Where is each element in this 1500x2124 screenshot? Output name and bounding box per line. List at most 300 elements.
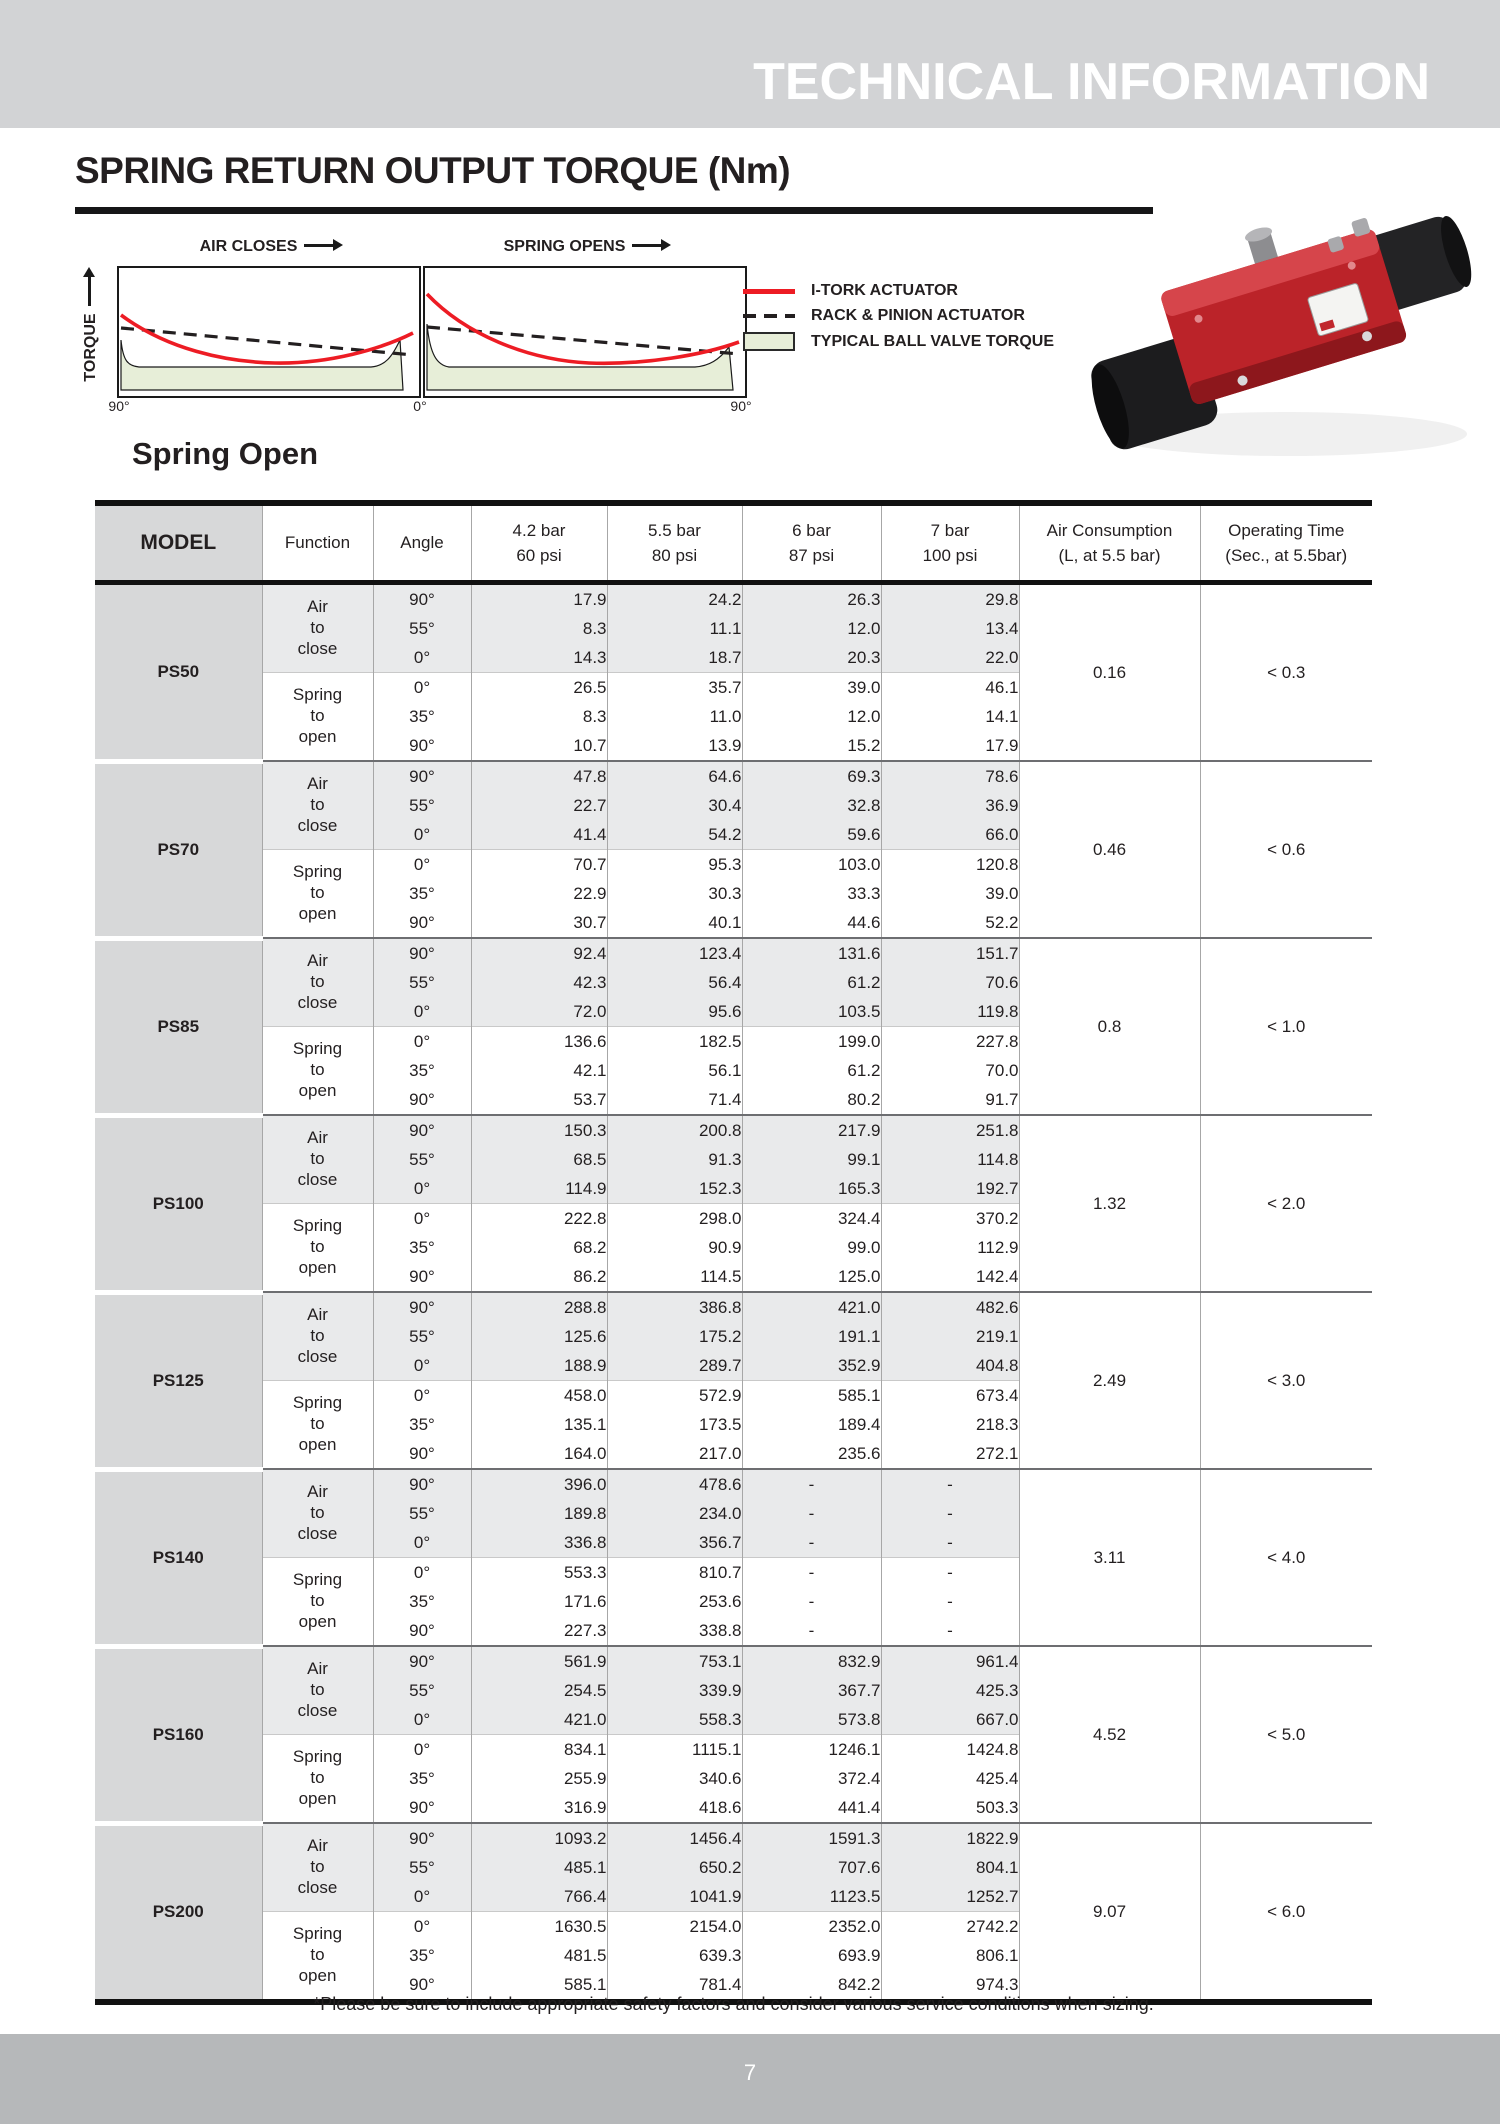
angle-value: 0° [373, 1027, 471, 1057]
torque-value: 56.1 [607, 1056, 742, 1085]
torque-value: - [742, 1616, 881, 1646]
torque-value: 842.2 [742, 1970, 881, 2002]
torque-value: 39.0 [881, 879, 1019, 908]
angle-value: 0° [373, 1705, 471, 1735]
torque-value: 119.8 [881, 997, 1019, 1027]
angle-value: 0° [373, 643, 471, 673]
angle-value: 90° [373, 1085, 471, 1115]
torque-value: 164.0 [471, 1439, 607, 1469]
angle-value: 0° [373, 1558, 471, 1588]
air-consumption-value: 0.46 [1019, 761, 1200, 938]
page-header-band [0, 0, 1500, 128]
torque-value: 44.6 [742, 908, 881, 938]
x-label-left: 90° [108, 398, 130, 414]
torque-value: 35.7 [607, 673, 742, 703]
torque-value: 832.9 [742, 1646, 881, 1676]
torque-value: 339.9 [607, 1676, 742, 1705]
torque-value: 95.3 [607, 850, 742, 880]
header-pressure-3 [742, 503, 881, 583]
torque-value: 182.5 [607, 1027, 742, 1057]
air-consumption-value: 9.07 [1019, 1823, 1200, 2002]
torque-value: 561.9 [471, 1646, 607, 1676]
table-header [95, 503, 1372, 583]
torque-value: 68.5 [471, 1145, 607, 1174]
table-row [95, 761, 1372, 791]
torque-value: 372.4 [742, 1764, 881, 1793]
model-name: PS200 [95, 1823, 262, 2002]
torque-value: 42.1 [471, 1056, 607, 1085]
spring-open-subtitle: Spring Open [132, 436, 318, 471]
table-row [95, 938, 1372, 968]
torque-value: 32.8 [742, 791, 881, 820]
dashed-line-swatch [743, 314, 795, 318]
torque-value: 693.9 [742, 1941, 881, 1970]
torque-value: 418.6 [607, 1793, 742, 1823]
torque-value: 46.1 [881, 673, 1019, 703]
angle-value: 90° [373, 1970, 471, 2002]
torque-value: 64.6 [607, 761, 742, 791]
legend-item [743, 307, 1054, 325]
angle-value: 55° [373, 1322, 471, 1351]
torque-value: 189.8 [471, 1499, 607, 1528]
angle-value: 0° [373, 1882, 471, 1912]
torque-value: 36.9 [881, 791, 1019, 820]
right-arrow-icon [632, 244, 662, 247]
table-row [95, 1292, 1372, 1322]
torque-value: 13.4 [881, 614, 1019, 643]
green-box-swatch [743, 332, 795, 351]
red-line-swatch [743, 289, 795, 294]
torque-value: 217.0 [607, 1439, 742, 1469]
angle-value: 0° [373, 1381, 471, 1411]
torque-value: 30.7 [471, 908, 607, 938]
torque-value: 421.0 [471, 1705, 607, 1735]
function-label: Air to close [262, 1469, 373, 1558]
function-label: Spring to open [262, 1558, 373, 1647]
table-row [95, 1823, 1372, 1853]
pressure-bar: 4.2 bar [512, 520, 566, 540]
torque-value: 2154.0 [607, 1912, 742, 1942]
right-arrow-icon [304, 244, 334, 247]
air-closes-curves [119, 268, 415, 392]
torque-value: 481.5 [471, 1941, 607, 1970]
torque-value: 289.7 [607, 1351, 742, 1381]
torque-value: 218.3 [881, 1410, 1019, 1439]
angle-value: 35° [373, 1410, 471, 1439]
torque-value: 71.4 [607, 1085, 742, 1115]
torque-value: 125.0 [742, 1262, 881, 1292]
torque-value: 804.1 [881, 1853, 1019, 1882]
torque-value: 66.0 [881, 820, 1019, 850]
page-footer-band [0, 2034, 1500, 2124]
torque-value: 585.1 [471, 1970, 607, 2002]
torque-value: 26.3 [742, 583, 881, 615]
torque-value: 53.7 [471, 1085, 607, 1115]
angle-value: 35° [373, 1764, 471, 1793]
header-angle: Angle [373, 503, 471, 583]
angle-value: 35° [373, 879, 471, 908]
function-label: Air to close [262, 1646, 373, 1735]
torque-value: 61.2 [742, 968, 881, 997]
torque-value: 316.9 [471, 1793, 607, 1823]
torque-value: 41.4 [471, 820, 607, 850]
torque-value: 336.8 [471, 1528, 607, 1558]
torque-value: 54.2 [607, 820, 742, 850]
angle-value: 0° [373, 1528, 471, 1558]
torque-value: 1093.2 [471, 1823, 607, 1853]
page-header-title: TECHNICAL INFORMATION [753, 53, 1430, 111]
torque-value: 707.6 [742, 1853, 881, 1882]
torque-value: 42.3 [471, 968, 607, 997]
torque-value: 125.6 [471, 1322, 607, 1351]
torque-value: 91.3 [607, 1145, 742, 1174]
operating-time-value: < 0.3 [1200, 583, 1372, 762]
torque-value: 17.9 [881, 731, 1019, 761]
x-label-right: 90° [730, 398, 752, 414]
angle-value: 55° [373, 791, 471, 820]
operating-time-title: Operating Time [1228, 520, 1345, 540]
spring-opens-curves [425, 268, 741, 392]
pressure-bar: 7 bar [930, 520, 970, 540]
torque-value: 152.3 [607, 1174, 742, 1204]
torque-value: 558.3 [607, 1705, 742, 1735]
torque-value: 80.2 [742, 1085, 881, 1115]
air-consumption-value: 4.52 [1019, 1646, 1200, 1823]
torque-value: 572.9 [607, 1381, 742, 1411]
air-closes-text: AIR CLOSES [199, 238, 298, 255]
pressure-psi: 87 psi [788, 546, 835, 565]
torque-value: 338.8 [607, 1616, 742, 1646]
torque-value: - [881, 1558, 1019, 1588]
torque-value: 352.9 [742, 1351, 881, 1381]
angle-value: 90° [373, 1469, 471, 1499]
torque-table-wrap [95, 500, 1372, 2005]
torque-value: 1041.9 [607, 1882, 742, 1912]
torque-value: 61.2 [742, 1056, 881, 1085]
angle-value: 90° [373, 1115, 471, 1145]
pressure-psi: 100 psi [922, 546, 978, 565]
table-row [95, 1646, 1372, 1676]
angle-value: 0° [373, 820, 471, 850]
torque-value: 72.0 [471, 997, 607, 1027]
torque-value: - [742, 1587, 881, 1616]
torque-value: - [881, 1499, 1019, 1528]
torque-value: 91.7 [881, 1085, 1019, 1115]
air-consumption-value: 1.32 [1019, 1115, 1200, 1292]
operating-time-value: < 3.0 [1200, 1292, 1372, 1469]
torque-value: 396.0 [471, 1469, 607, 1499]
torque-value: 191.1 [742, 1322, 881, 1351]
torque-value: 573.8 [742, 1705, 881, 1735]
angle-value: 90° [373, 1439, 471, 1469]
torque-value: 425.4 [881, 1764, 1019, 1793]
torque-value: 112.9 [881, 1233, 1019, 1262]
torque-axis-label [82, 249, 100, 409]
air-consumption-value: 2.49 [1019, 1292, 1200, 1469]
angle-value: 55° [373, 1499, 471, 1528]
torque-value: 175.2 [607, 1322, 742, 1351]
angle-value: 0° [373, 1912, 471, 1942]
torque-value: 1424.8 [881, 1735, 1019, 1765]
angle-value: 90° [373, 1292, 471, 1322]
angle-value: 0° [373, 850, 471, 880]
angle-value: 0° [373, 1174, 471, 1204]
table-row [95, 1115, 1372, 1145]
torque-value: - [881, 1587, 1019, 1616]
torque-value: 961.4 [881, 1646, 1019, 1676]
torque-value: 103.0 [742, 850, 881, 880]
torque-value: 22.7 [471, 791, 607, 820]
torque-value: 781.4 [607, 1970, 742, 2002]
torque-value: - [881, 1528, 1019, 1558]
torque-value: 68.2 [471, 1233, 607, 1262]
torque-value: 136.6 [471, 1027, 607, 1057]
function-label: Air to close [262, 1292, 373, 1381]
angle-value: 35° [373, 1056, 471, 1085]
torque-value: 142.4 [881, 1262, 1019, 1292]
torque-value: 288.8 [471, 1292, 607, 1322]
angle-value: 0° [373, 1351, 471, 1381]
torque-value: 39.0 [742, 673, 881, 703]
torque-value: 150.3 [471, 1115, 607, 1145]
header-pressure-2 [607, 503, 742, 583]
torque-value: 151.7 [881, 938, 1019, 968]
torque-value: 425.3 [881, 1676, 1019, 1705]
torque-curve-diagram [75, 238, 1175, 428]
torque-value: 478.6 [607, 1469, 742, 1499]
torque-value: 673.4 [881, 1381, 1019, 1411]
model-name: PS140 [95, 1469, 262, 1646]
torque-value: 219.1 [881, 1322, 1019, 1351]
torque-table [95, 500, 1372, 2005]
air-closes-chart [117, 266, 421, 398]
torque-value: - [742, 1469, 881, 1499]
function-label: Air to close [262, 938, 373, 1027]
torque-value: 2352.0 [742, 1912, 881, 1942]
torque-value: 192.7 [881, 1174, 1019, 1204]
torque-value: 255.9 [471, 1764, 607, 1793]
header-pressure-4 [881, 503, 1019, 583]
angle-value: 90° [373, 761, 471, 791]
torque-value: 8.3 [471, 614, 607, 643]
model-name: PS100 [95, 1115, 262, 1292]
torque-value: 59.6 [742, 820, 881, 850]
header-air-consumption [1019, 503, 1200, 583]
torque-value: 585.1 [742, 1381, 881, 1411]
angle-value: 55° [373, 614, 471, 643]
torque-value: 24.2 [607, 583, 742, 615]
function-label: Air to close [262, 1823, 373, 1912]
torque-value: 47.8 [471, 761, 607, 791]
torque-value: 15.2 [742, 731, 881, 761]
torque-value: 404.8 [881, 1351, 1019, 1381]
up-arrow-icon [88, 276, 91, 306]
torque-value: 766.4 [471, 1882, 607, 1912]
function-label: Spring to open [262, 850, 373, 939]
torque-value: 33.3 [742, 879, 881, 908]
torque-value: 298.0 [607, 1204, 742, 1234]
pressure-psi: 80 psi [651, 546, 698, 565]
air-consumption-unit: (L, at 5.5 bar) [1058, 546, 1161, 565]
torque-value: 1591.3 [742, 1823, 881, 1853]
torque-value: 14.3 [471, 643, 607, 673]
torque-value: - [742, 1528, 881, 1558]
pressure-bar: 5.5 bar [648, 520, 701, 540]
torque-value: 99.0 [742, 1233, 881, 1262]
torque-value: 22.0 [881, 643, 1019, 673]
spring-opens-chart [423, 266, 747, 398]
header-operating-time [1200, 503, 1372, 583]
torque-value: 806.1 [881, 1941, 1019, 1970]
diagram-legend [743, 282, 1054, 358]
itork-curve [427, 294, 739, 363]
torque-value: 1456.4 [607, 1823, 742, 1853]
torque-value: 14.1 [881, 702, 1019, 731]
operating-time-value: < 0.6 [1200, 761, 1372, 938]
function-label: Air to close [262, 1115, 373, 1204]
legend-item [743, 332, 1054, 351]
angle-value: 90° [373, 583, 471, 615]
function-label: Spring to open [262, 1204, 373, 1293]
torque-value: 458.0 [471, 1381, 607, 1411]
torque-value: 1246.1 [742, 1735, 881, 1765]
operating-time-value: < 6.0 [1200, 1823, 1372, 2002]
torque-value: 370.2 [881, 1204, 1019, 1234]
torque-value: 667.0 [881, 1705, 1019, 1735]
torque-value: 114.9 [471, 1174, 607, 1204]
torque-value: 114.5 [607, 1262, 742, 1292]
spring-opens-label [423, 238, 743, 256]
spring-opens-text: SPRING OPENS [503, 238, 626, 255]
angle-value: 90° [373, 908, 471, 938]
function-label: Spring to open [262, 1027, 373, 1116]
actuator-product-photo [1082, 138, 1490, 470]
angle-value: 55° [373, 1676, 471, 1705]
torque-value: 70.7 [471, 850, 607, 880]
legend-item [743, 282, 1054, 300]
torque-value: 189.4 [742, 1410, 881, 1439]
angle-value: 90° [373, 1646, 471, 1676]
torque-value: 17.9 [471, 583, 607, 615]
angle-value: 90° [373, 731, 471, 761]
header-function: Function [262, 503, 373, 583]
angle-value: 90° [373, 1793, 471, 1823]
function-label: Air to close [262, 761, 373, 850]
torque-value: 103.5 [742, 997, 881, 1027]
torque-value: 356.7 [607, 1528, 742, 1558]
torque-value: 227.8 [881, 1027, 1019, 1057]
torque-value: 188.9 [471, 1351, 607, 1381]
air-consumption-value: 3.11 [1019, 1469, 1200, 1646]
torque-value: 254.5 [471, 1676, 607, 1705]
air-consumption-value: 0.8 [1019, 938, 1200, 1115]
torque-value: 251.8 [881, 1115, 1019, 1145]
section-title-rule [75, 207, 1153, 214]
angle-value: 35° [373, 1233, 471, 1262]
torque-value: 2742.2 [881, 1912, 1019, 1942]
table-row [95, 1469, 1372, 1499]
torque-value: 13.9 [607, 731, 742, 761]
torque-value: 503.3 [881, 1793, 1019, 1823]
torque-value: 222.8 [471, 1204, 607, 1234]
torque-value: 165.3 [742, 1174, 881, 1204]
torque-value: 26.5 [471, 673, 607, 703]
torque-value: 253.6 [607, 1587, 742, 1616]
torque-value: 199.0 [742, 1027, 881, 1057]
function-label: Spring to open [262, 1381, 373, 1470]
torque-value: 52.2 [881, 908, 1019, 938]
torque-value: 10.7 [471, 731, 607, 761]
torque-value: 753.1 [607, 1646, 742, 1676]
torque-value: 324.4 [742, 1204, 881, 1234]
torque-axis-text: TORQUE [82, 313, 99, 382]
torque-value: 40.1 [607, 908, 742, 938]
torque-value: 30.3 [607, 879, 742, 908]
torque-value: 834.1 [471, 1735, 607, 1765]
operating-time-unit: (Sec., at 5.5bar) [1225, 546, 1348, 565]
model-name: PS125 [95, 1292, 262, 1469]
air-closes-label [117, 238, 417, 256]
x-label-middle: 0° [413, 398, 427, 414]
torque-value: 20.3 [742, 643, 881, 673]
torque-value: 30.4 [607, 791, 742, 820]
function-label: Spring to open [262, 1912, 373, 2003]
torque-value: 340.6 [607, 1764, 742, 1793]
torque-value: 1115.1 [607, 1735, 742, 1765]
operating-time-value: < 2.0 [1200, 1115, 1372, 1292]
legend-label: TYPICAL BALL VALVE TORQUE [811, 332, 1054, 350]
torque-value: 386.8 [607, 1292, 742, 1322]
angle-value: 35° [373, 1941, 471, 1970]
torque-value: 553.3 [471, 1558, 607, 1588]
operating-time-value: < 5.0 [1200, 1646, 1372, 1823]
torque-value: 217.9 [742, 1115, 881, 1145]
torque-value: 22.9 [471, 879, 607, 908]
torque-value: 99.1 [742, 1145, 881, 1174]
torque-value: 56.4 [607, 968, 742, 997]
torque-value: 12.0 [742, 614, 881, 643]
torque-value: 171.6 [471, 1587, 607, 1616]
torque-value: 92.4 [471, 938, 607, 968]
angle-value: 90° [373, 1823, 471, 1853]
torque-value: 29.8 [881, 583, 1019, 615]
model-name: PS50 [95, 583, 262, 762]
torque-value: 123.4 [607, 938, 742, 968]
torque-value: 70.0 [881, 1056, 1019, 1085]
torque-value: 235.6 [742, 1439, 881, 1469]
torque-value: 639.3 [607, 1941, 742, 1970]
angle-value: 55° [373, 968, 471, 997]
torque-value: 441.4 [742, 1793, 881, 1823]
torque-value: 1252.7 [881, 1882, 1019, 1912]
function-label: Spring to open [262, 673, 373, 762]
torque-value: 90.9 [607, 1233, 742, 1262]
air-consumption-title: Air Consumption [1046, 520, 1173, 540]
operating-time-value: < 4.0 [1200, 1469, 1372, 1646]
torque-value: 120.8 [881, 850, 1019, 880]
header-pressure-1 [471, 503, 607, 583]
table-row [95, 583, 1372, 615]
model-name: PS70 [95, 761, 262, 938]
torque-value: 421.0 [742, 1292, 881, 1322]
ball-valve-torque-area [121, 340, 403, 390]
itork-curve [121, 315, 413, 363]
sizing-footnote: *Please be sure to include appropriate safety factors and consider various service conditions when sizing. [313, 1994, 1154, 2014]
angle-value: 0° [373, 673, 471, 703]
torque-value: 69.3 [742, 761, 881, 791]
angle-value: 35° [373, 702, 471, 731]
torque-value: - [881, 1616, 1019, 1646]
